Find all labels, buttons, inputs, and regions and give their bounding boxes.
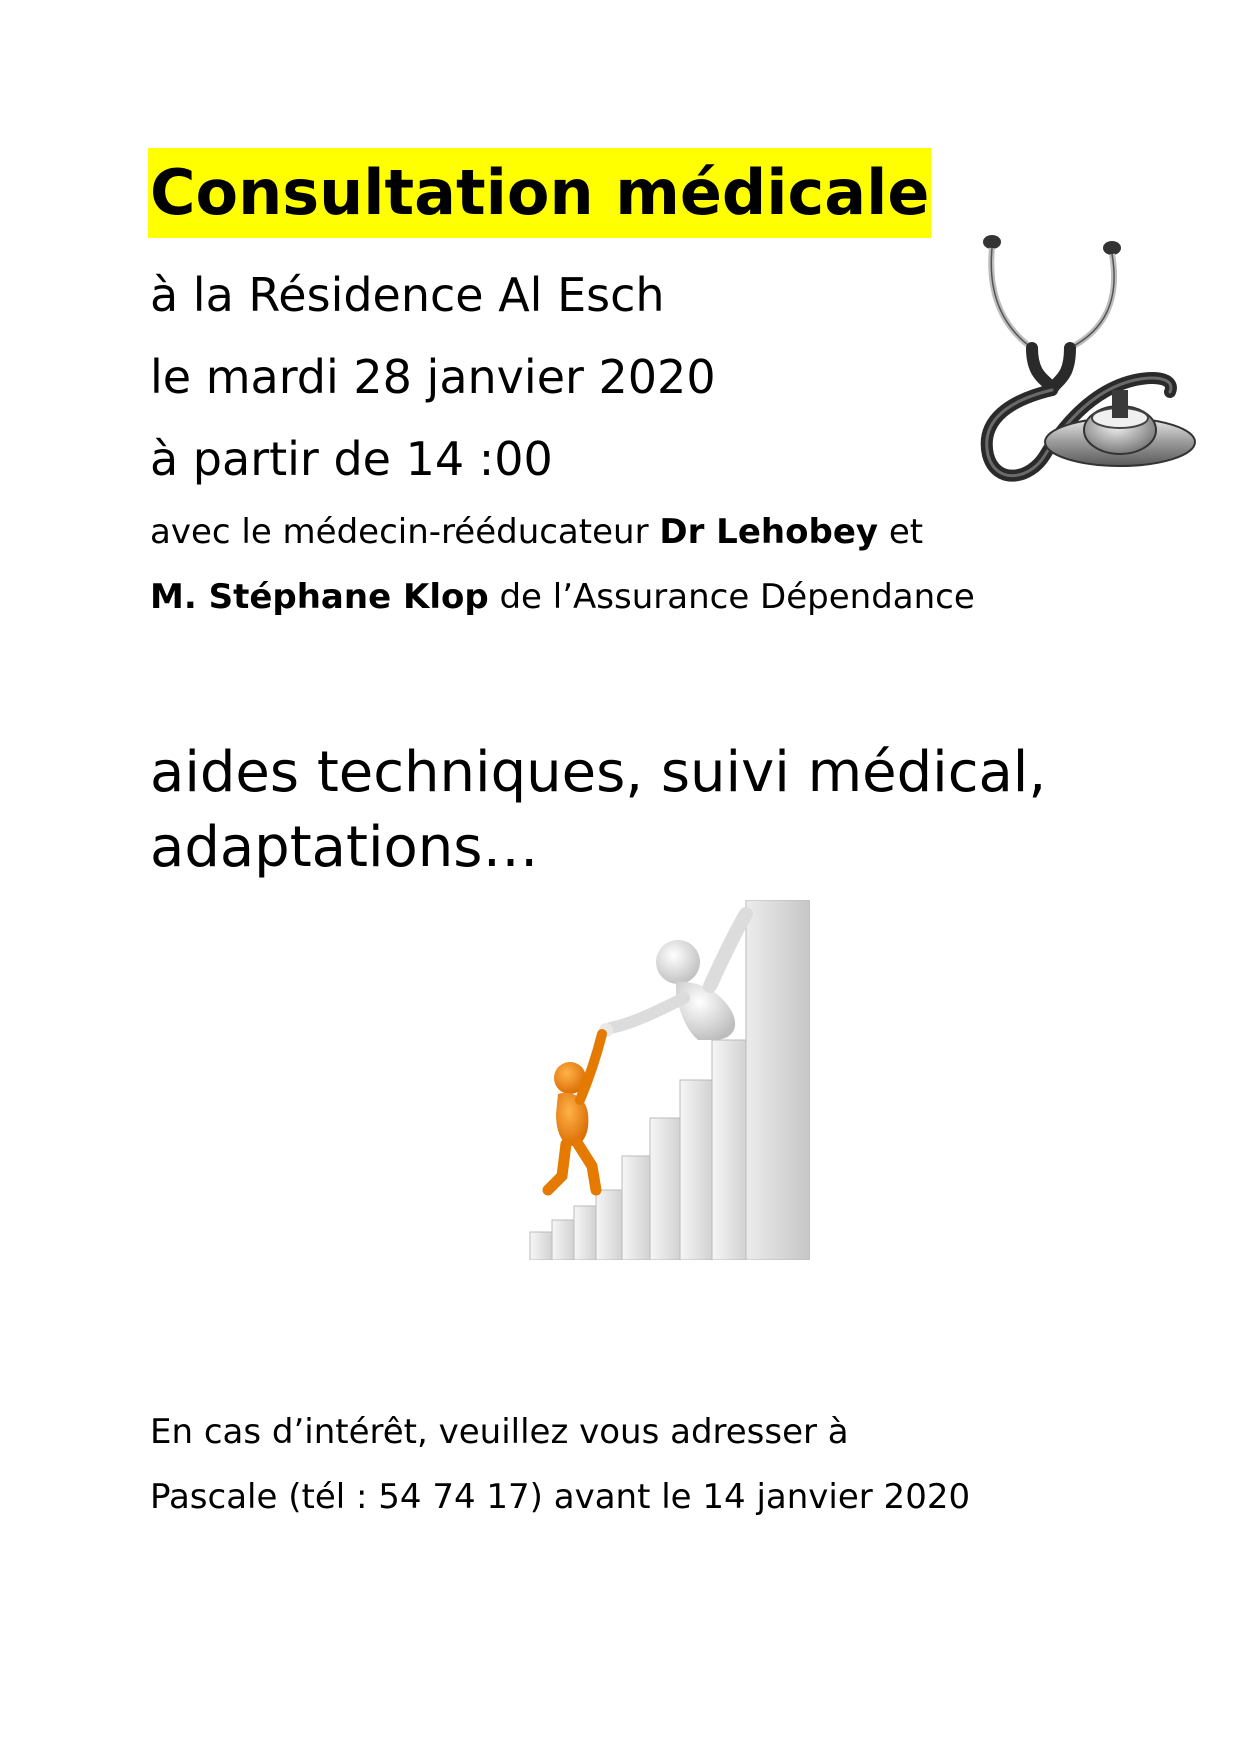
time-line: à partir de 14 :00 — [150, 432, 553, 486]
footer-line-2: Pascale (tél : 54 74 17) avant le 14 janvier 2020 — [150, 1477, 971, 1517]
page-title: Consultation médicale — [148, 148, 931, 238]
location-line: à la Résidence Al Esch — [150, 268, 665, 322]
doctor-name: Dr Lehobey — [659, 512, 879, 552]
footer-line-1: En cas d’intérêt, veuillez vous adresser à — [150, 1412, 849, 1452]
doctor-line-suffix: et — [878, 512, 924, 552]
climber-figure — [548, 1034, 602, 1190]
helper-figure — [599, 914, 746, 1040]
topics-line-2: adaptations… — [150, 815, 539, 880]
date-line: le mardi 28 janvier 2020 — [150, 350, 716, 404]
insurer-line-suffix: de l’Assurance Dépendance — [488, 577, 975, 617]
insurer-name: M. Stéphane Klop — [150, 577, 489, 617]
stethoscope-icon — [970, 230, 1202, 500]
doctor-line-prefix: avec le médecin-rééducateur — [150, 512, 660, 552]
topics-line-1: aides techniques, suivi médical, — [150, 740, 1047, 805]
doctor-line — [150, 510, 923, 554]
insurer-line — [150, 575, 975, 619]
helping-hand-stairs-illustration — [500, 900, 810, 1260]
